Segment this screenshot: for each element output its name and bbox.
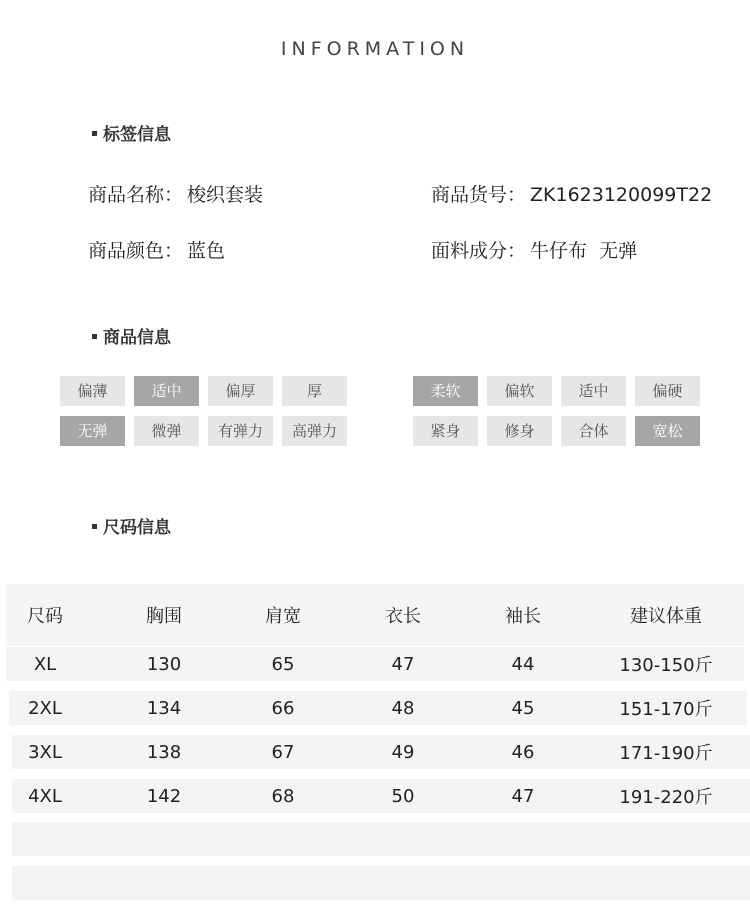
table-cell: 130: [146, 653, 182, 675]
table-cell: 66: [271, 697, 295, 719]
product-fabric-value: 牛仔布 无弹: [530, 240, 638, 262]
section-label-info-text: 标签信息: [103, 125, 171, 145]
chip-fit-1: 修身: [487, 416, 552, 446]
product-color-field: [88, 236, 225, 263]
table-cell: [223, 866, 343, 900]
header-cell: 衣长: [385, 606, 421, 627]
table-cell: 134: [146, 697, 182, 719]
chip-fit-3: 宽松: [635, 416, 700, 446]
header-cell: 建议体重: [630, 606, 702, 627]
table-cell: [463, 866, 583, 900]
table-cell: 4XL: [28, 785, 62, 807]
table-cell: [343, 866, 463, 900]
table-cell: 171-190斤: [619, 743, 713, 764]
chip-elasticity-0: 无弹: [60, 416, 125, 446]
table-cell: 130-150斤: [619, 655, 713, 676]
product-name-value: 梭织套装: [187, 184, 264, 206]
table-cell: 142: [146, 785, 182, 807]
product-name-label: 商品名称：: [88, 184, 184, 206]
header-cell: 肩宽: [265, 606, 301, 627]
section-label-info: [92, 120, 171, 145]
product-sku-value: ZK1623120099T22: [530, 184, 713, 206]
chip-thickness-3: 厚: [282, 376, 347, 406]
table-cell: [12, 866, 78, 900]
table-cell: 48: [391, 697, 415, 719]
table-cell: [104, 822, 224, 856]
section-size-info-text: 尺码信息: [103, 518, 171, 538]
table-cell: 44: [511, 653, 535, 675]
chip-thickness-2: 偏厚: [208, 376, 273, 406]
table-cell: 65: [271, 653, 295, 675]
bullet-icon: [92, 524, 97, 529]
chip-elasticity-2: 有弹力: [208, 416, 273, 446]
table-cell: 67: [271, 741, 295, 763]
table-row: [12, 779, 750, 813]
chip-softness-2: 适中: [561, 376, 626, 406]
product-name-field: [88, 180, 263, 207]
table-cell: 68: [271, 785, 295, 807]
header-cell: 袖长: [505, 606, 541, 627]
chip-softness-3: 偏硬: [635, 376, 700, 406]
product-color-label: 商品颜色：: [88, 240, 184, 262]
table-cell: 2XL: [28, 697, 62, 719]
table-cell: 191-220斤: [619, 787, 713, 808]
table-row: [9, 691, 747, 725]
bullet-icon: [92, 334, 97, 339]
table-cell: 47: [511, 785, 535, 807]
table-cell: 50: [391, 785, 415, 807]
chip-thickness-0: 偏薄: [60, 376, 125, 406]
section-size-info: [92, 513, 171, 538]
chip-elasticity-3: 高弹力: [282, 416, 347, 446]
table-cell: [463, 822, 583, 856]
table-cell: [343, 822, 463, 856]
table-row: [6, 647, 744, 681]
table-cell: [12, 822, 78, 856]
header-cell: 胸围: [146, 606, 182, 627]
page-title: INFORMATION: [280, 38, 470, 60]
product-fabric-field: [431, 236, 637, 263]
chip-thickness-1: 适中: [134, 376, 199, 406]
product-fabric-label: 面料成分：: [431, 240, 527, 262]
chip-elasticity-1: 微弹: [134, 416, 199, 446]
chip-softness-0: 柔软: [413, 376, 478, 406]
table-row: [12, 822, 750, 856]
section-product-info-text: 商品信息: [103, 328, 171, 348]
product-sku-label: 商品货号：: [431, 184, 527, 206]
section-product-info: [92, 323, 171, 348]
table-cell: 49: [391, 741, 415, 763]
header-cell: 尺码: [27, 606, 63, 627]
size-table-header: [6, 584, 744, 646]
bullet-icon: [92, 131, 97, 136]
chip-fit-0: 紧身: [413, 416, 478, 446]
table-cell: 3XL: [28, 741, 62, 763]
table-row: [12, 735, 750, 769]
table-cell: 47: [391, 653, 415, 675]
table-cell: 46: [511, 741, 535, 763]
chip-fit-2: 合体: [561, 416, 626, 446]
chip-softness-1: 偏软: [487, 376, 552, 406]
table-cell: 45: [511, 697, 535, 719]
table-cell: [604, 822, 728, 856]
product-color-value: 蓝色: [187, 240, 226, 262]
table-cell: XL: [33, 653, 57, 675]
table-row: [12, 866, 750, 900]
product-sku-field: [431, 180, 712, 207]
table-cell: [104, 866, 224, 900]
table-cell: 138: [146, 741, 182, 763]
table-cell: [604, 866, 728, 900]
table-cell: [223, 822, 343, 856]
table-cell: 151-170斤: [619, 699, 713, 720]
